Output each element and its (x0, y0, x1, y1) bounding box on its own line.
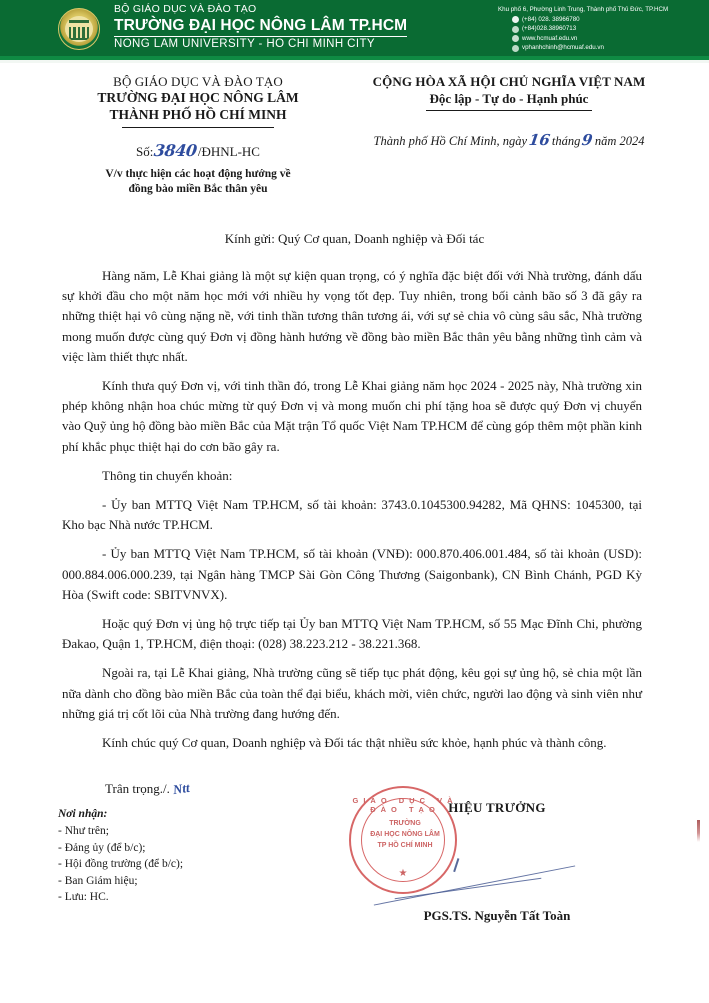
phone-icon (512, 16, 519, 23)
closing-salutation (105, 781, 190, 797)
document-number-suffix: /ĐHNL-HC (197, 144, 260, 160)
recipient-line: Kính gửi: Quý Cơ quan, Doanh nghiệp và Đối tác (224, 231, 485, 246)
authority-city: THÀNH PHỐ HỒ CHÍ MINH (109, 107, 287, 123)
signatory-title: HIỆU TRƯỞNG (448, 800, 546, 815)
university-emblem-icon (58, 8, 100, 50)
seal-line-2: ĐẠI HỌC NÔNG LÂM (370, 831, 440, 838)
letterhead-fax: (+84)028.38960713 (522, 25, 577, 33)
document-number-value: 3840 (153, 141, 198, 161)
body-paragraph-2: Kính thưa quý Đơn vị, với tinh thần đó, trong Lễ Khai giảng năm học 2024 - 2025 này, Nhà trường xin phép không nhận hoa chúc mừng từ quý Đơn vị và mong muốn chi phí tặng hoa sẽ được quý Đơn vị chuyển vào Quỹ ủng hộ đồng bào miền Bắc của Mặt trận Tổ quốc Việt Nam TP.HCM để cùng góp thêm một phần kinh phí khắc phục thiệt hại do cơn bão gây ra. (62, 378, 642, 454)
letterhead-university-vi: TRƯỜNG ĐẠI HỌC NÔNG LÂM TP.HCM (114, 17, 407, 37)
seal-star-icon: ★ (398, 868, 408, 879)
recipients-list (58, 806, 183, 905)
seal-center-text (351, 818, 459, 851)
authority-divider (122, 127, 274, 128)
document-number-line (62, 141, 334, 160)
issue-date-month-label: tháng (551, 134, 581, 149)
recipients-list-title: Nơi nhận: (58, 808, 108, 820)
signature-stroke (453, 858, 471, 876)
contact-website-row (512, 35, 668, 42)
list-item: - Hội đồng trường (để b/c); (58, 858, 184, 871)
bank-info-heading: Thông tin chuyển khoản: (102, 467, 233, 483)
issue-date-year: năm 2024 (594, 134, 645, 149)
bank-account-treasury: - Ủy ban MTTQ Việt Nam TP.HCM, số tài khoản: 3743.0.1045300.94282, Mã QHNS: 1045300, tại Kho bạc Nhà nước TP.HCM. (62, 497, 642, 533)
body-closing-wish: Kính chúc quý Cơ quan, Doanh nghiệp và Đối tác thật nhiều sức khỏe, hạnh phúc và thành công. (102, 735, 607, 751)
document-number-prefix: Số: (136, 144, 154, 160)
authority-ministry: BỘ GIÁO DỤC VÀ ĐÀO TẠO (113, 74, 283, 89)
national-header-block (344, 74, 674, 149)
letterhead-banner (0, 0, 709, 56)
contact-phone-row (512, 16, 668, 23)
letterhead-titles (114, 4, 407, 51)
letterhead-ministry: BỘ GIÁO DỤC VÀ ĐÀO TẠO (114, 3, 257, 15)
closing-salutation-text: Trân trọng./. (105, 781, 170, 796)
issuing-authority-block (62, 74, 334, 197)
seal-arc-text: GIÁO DỤC VÀ ĐÀO TẠO (352, 796, 458, 814)
list-item: - Ban Giám hiệu; (58, 874, 138, 887)
letterhead-address: Khu phố 6, Phường Linh Trung, Thành phố Thủ Đức, TP.HCM (498, 6, 669, 13)
body-paragraph-3: Ngoài ra, tại Lễ Khai giảng, Nhà trường cũng sẽ tiếp tục phát động, kêu gọi sự ủng hộ, sẻ chia một lần nữa dành cho đồng bào miền Bắc của toàn thể đại biểu, khách mời, viên chức, người lao động và sinh viên như những giá trị cốt lõi của Nhà trường đang hướng đến. (62, 665, 642, 721)
national-motto: Độc lập - Tự do - Hạnh phúc (429, 91, 589, 106)
document-subject-line1: V/v thực hiện các hoạt động hướng về (105, 168, 291, 181)
letterhead-phone: (+84) 028. 38966780 (522, 15, 580, 23)
direct-donation-address: Hoặc quý Đơn vị ủng hộ trực tiếp tại Ủy ban MTTQ Việt Nam TP.HCM, số 55 Mạc Đĩnh Chi, phường Đakao, Quận 1, TP.HCM, điện thoại: (028) 38.223.212 - 38.221.368. (62, 616, 642, 652)
bank-account-saigonbank: - Ủy ban MTTQ Việt Nam TP.HCM, số tài khoản (VNĐ): 000.870.406.001.484, số tài khoản (USD): 000.884.006.000.239, tại Ngân hàng TMCP Sài Gòn Công Thương (Saigonbank), CN Bình Chánh, PGD Kỳ Hòa (Swift code: SBITVNVX). (62, 546, 642, 602)
letterhead-university-en: NONG LAM UNIVERSITY - HO CHI MINH CITY (114, 38, 375, 51)
list-item: - Lưu: HC. (58, 891, 109, 904)
issue-date-day: 16 (527, 131, 552, 150)
letterhead-stripe-light (0, 60, 709, 63)
issue-date-line (344, 131, 674, 149)
scan-edge-artifact (697, 820, 700, 842)
document-subject (62, 167, 334, 197)
list-item: - Như trên; (58, 825, 109, 838)
authority-university: TRƯỜNG ĐẠI HỌC NÔNG LÂM (97, 90, 299, 106)
contact-email-row (512, 45, 668, 52)
list-item: - Đảng ủy (để b/c); (58, 841, 146, 854)
contact-fax-row (512, 26, 668, 33)
envelope-icon (512, 45, 519, 52)
signatory-name: PGS.TS. Nguyễn Tất Toàn (423, 908, 571, 923)
fax-icon (512, 26, 519, 33)
seal-line-1: TRƯỜNG (389, 820, 421, 827)
seal-line-3: TP HỒ CHÍ MINH (377, 842, 433, 849)
national-divider (426, 110, 592, 111)
issue-date-month: 9 (581, 131, 595, 150)
initial-mark: Ntt (171, 779, 191, 798)
national-title: CỘNG HÒA XÃ HỘI CHỦ NGHĨA VIỆT NAM (372, 74, 646, 89)
letterhead-website: www.hcmuaf.edu.vn (522, 34, 578, 42)
letterhead-contact-block (498, 7, 668, 54)
globe-icon (512, 35, 519, 42)
issue-date-prefix: Thành phố Hồ Chí Minh, ngày (373, 134, 528, 149)
document-subject-line2: đồng bào miền Bắc thân yêu (128, 183, 268, 196)
body-paragraph-1: Hàng năm, Lễ Khai giảng là một sự kiện quan trọng, có ý nghĩa đặc biệt đối với Nhà trường, đánh dấu sự khởi đầu cho một năm học mới với nhiều hy vọng tốt đẹp. Tuy nhiên, trong bối cảnh bão số 3 đã gây ra những thiệt hại vô cùng nặng nề, với tinh thần tương thân tương ái, với sự sẻ chia vô cùng sâu sắc, Nhà trường mong muốn được cùng quý Đơn vị đồng hành hướng về đồng bào miền Bắc thân yêu bằng những tình cảm và việc làm thiết thực nhất. (62, 268, 642, 364)
letter-body (62, 266, 642, 762)
letterhead-email: vphanhchinh@hcmuaf.edu.vn (522, 44, 604, 52)
